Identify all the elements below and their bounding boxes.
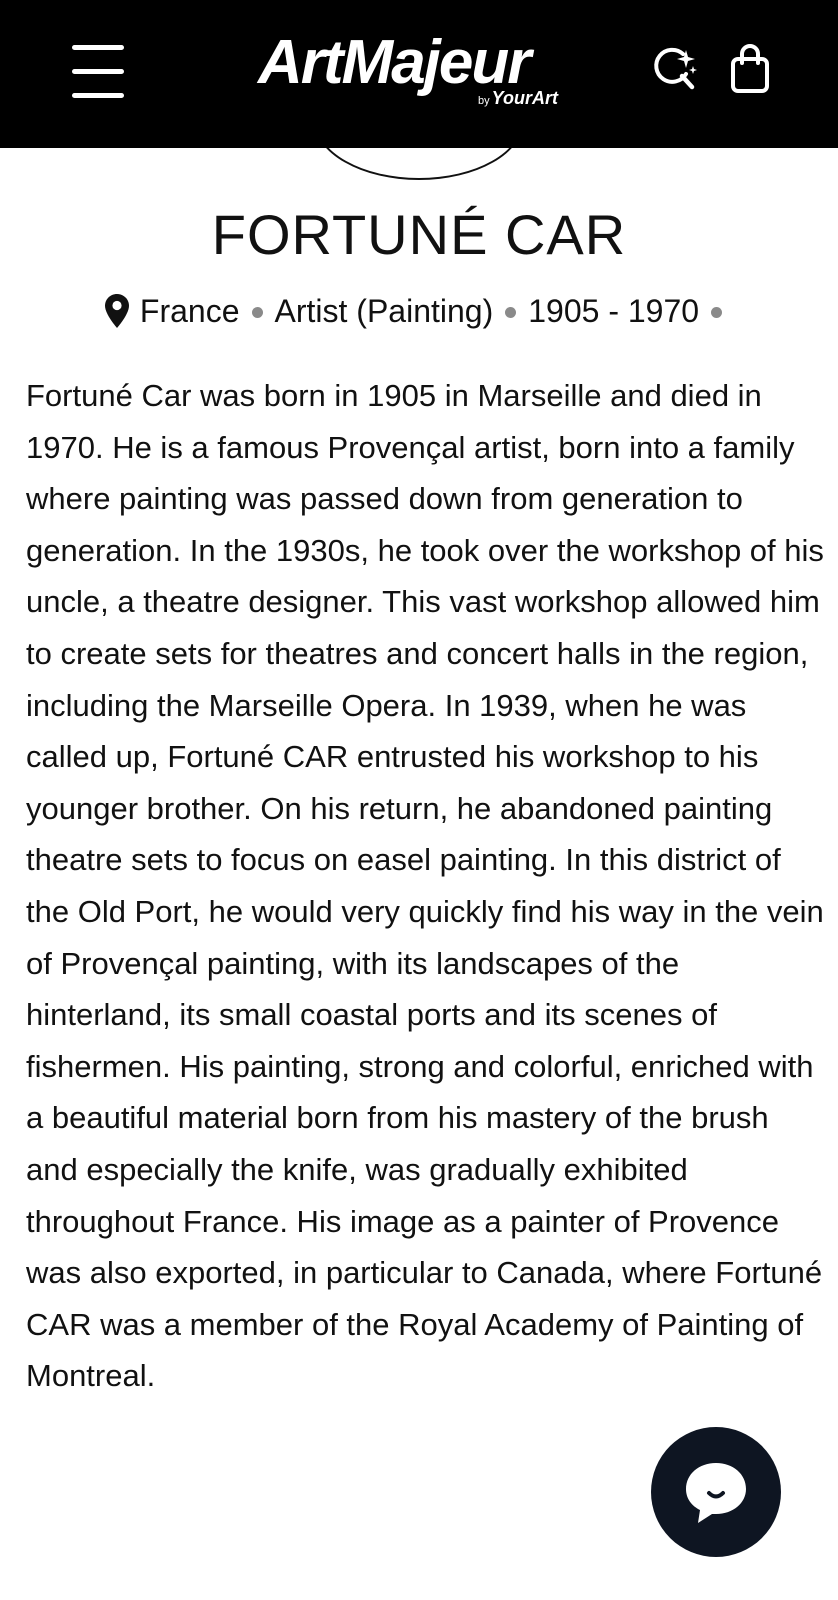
hamburger-menu-icon-line [72, 69, 124, 74]
artist-biography: Fortuné Car was born in 1905 in Marseille and died in 1970. He is a famous Provençal artist, born into a family where painting was passed down from generation to generation. In the 1930s, he took over the workshop of his uncle, a theatre designer. This vast workshop allowed him to create sets for theatres and concert halls in the region, including the Marseille Opera. In 1939, when he was called up, Fortuné CAR entrusted his workshop to his younger brother. On his return, he abandoned painting theatre sets to focus on easel painting. In this district of the Old Port, he would very quickly find his way in the vein of Provençal painting, with its landscapes of the hinterland, its small coastal ports and its scenes of fishermen. His painting, strong and colorful, enriched with a beautiful material born from his mastery of the brush and especially the knife, was gradually exhibited throughout France. His image as a painter of Provence was also exported, in particular to Canada, where Fortuné CAR was a member of the Royal Academy of Painting of Montreal. [26, 378, 824, 1394]
menu-button[interactable] [62, 36, 136, 108]
logo-wordmark: ArtMajeur [258, 28, 530, 97]
logo-yourart: YourArt [491, 88, 558, 108]
chat-bubble-icon [682, 1459, 750, 1527]
logo-subtitle [478, 88, 558, 111]
artist-country[interactable]: France [139, 293, 240, 329]
artmajeur-logo[interactable] [258, 28, 568, 118]
search-button[interactable] [648, 42, 704, 98]
hamburger-menu-icon-line [72, 93, 124, 98]
sparkle-search-icon [648, 42, 704, 98]
separator-dot [505, 307, 516, 318]
location-pin-icon [104, 293, 130, 329]
artist-meta [0, 288, 838, 334]
top-header [0, 0, 838, 148]
artist-years: 1905 - 1970 [528, 293, 700, 329]
chat-button[interactable] [651, 1427, 781, 1557]
separator-dot [711, 307, 722, 318]
artist-name: FORTUNÉ CAR [211, 203, 627, 266]
shopping-bag-icon [723, 42, 779, 98]
artist-role: Artist (Painting) [274, 293, 494, 329]
cart-button[interactable] [723, 42, 779, 98]
separator-dot [252, 307, 263, 318]
hamburger-menu-icon [72, 45, 124, 50]
logo-by: by [478, 95, 490, 107]
